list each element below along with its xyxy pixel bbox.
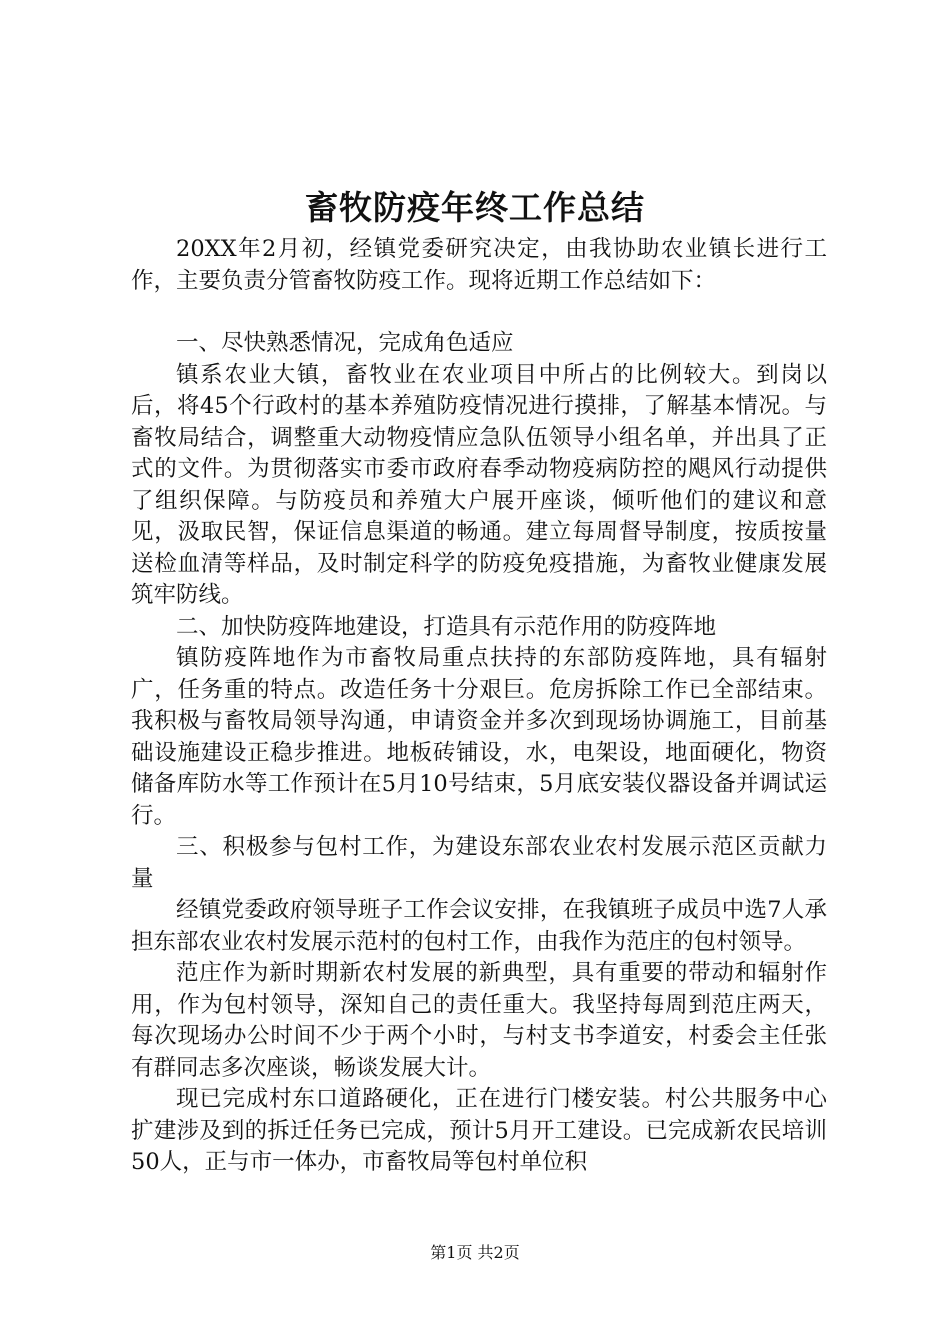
body-paragraph: 范庄作为新时期新农村发展的新典型，具有重要的带动和辐射作用，作为包村领导，深知自己的责任重大。我坚持每周到范庄两天，每次现场办公时间不少于两个小时，与村支书李道安，村委会主任张有群同志多次座谈，畅谈发展大计。: [131, 960, 827, 1081]
body-paragraph: 镇系农业大镇，畜牧业在农业项目中所占的比例较大。到岗以后，将45个行政村的基本养殖防疫情况进行摸排，了解基本情况。与畜牧局结合，调整重大动物疫情应急队伍领导小组名单，并出具了正式的文件。为贯彻落实市委市政府春季动物疫病防控的飓风行动提供了组织保障。与防疫员和养殖大户展开座谈，倾听他们的建议和意见，汲取民智，保证信息渠道的畅通。建立每周督导制度，按质按量送检血清等样品，及时制定科学的防疫免疫措施，为畜牧业健康发展筑牢防线。: [131, 361, 827, 608]
section-heading-3: 三、积极参与包村工作，为建设东部农业农村发展示范区贡献力量: [131, 834, 827, 892]
section-heading-1: 一、尽快熟悉情况，完成角色适应: [176, 330, 514, 356]
document-title: 畜牧防疫年终工作总结: [305, 188, 645, 227]
body-paragraph: 经镇党委政府领导班子工作会议安排，在我镇班子成员中选7人承担东部农业农村发展示范村的包村工作，由我作为范庄的包村领导。: [131, 897, 827, 955]
body-paragraph: 镇防疫阵地作为市畜牧局重点扶持的东部防疫阵地，具有辐射广，任务重的特点。改造任务十分艰巨。危房拆除工作已全部结束。我积极与畜牧局领导沟通，申请资金并多次到现场协调施工，目前基础设施建设正稳步推进。地板砖铺设，水，电架设，地面硬化，物资储备库防水等工作预计在5月10号结束，5月底安装仪器设备并调试运行。: [131, 645, 827, 829]
page-number-footer: 第1页 共2页: [430, 1243, 520, 1262]
intro-paragraph: 20XX年2月初，经镇党委研究决定，由我协助农业镇长进行工作，主要负责分管畜牧防疫工作。现将近期工作总结如下：: [131, 236, 827, 294]
document-body: [131, 234, 827, 1179]
section-heading-2: 二、加快防疫阵地建设，打造具有示范作用的防疫阵地: [176, 613, 717, 640]
body-paragraph: 现已完成村东口道路硬化，正在进行门楼安装。村公共服务中心扩建涉及到的拆迁任务已完成，预计5月开工建设。已完成新农民培训50人，正与市一体办，市畜牧局等包村单位积: [131, 1086, 827, 1175]
